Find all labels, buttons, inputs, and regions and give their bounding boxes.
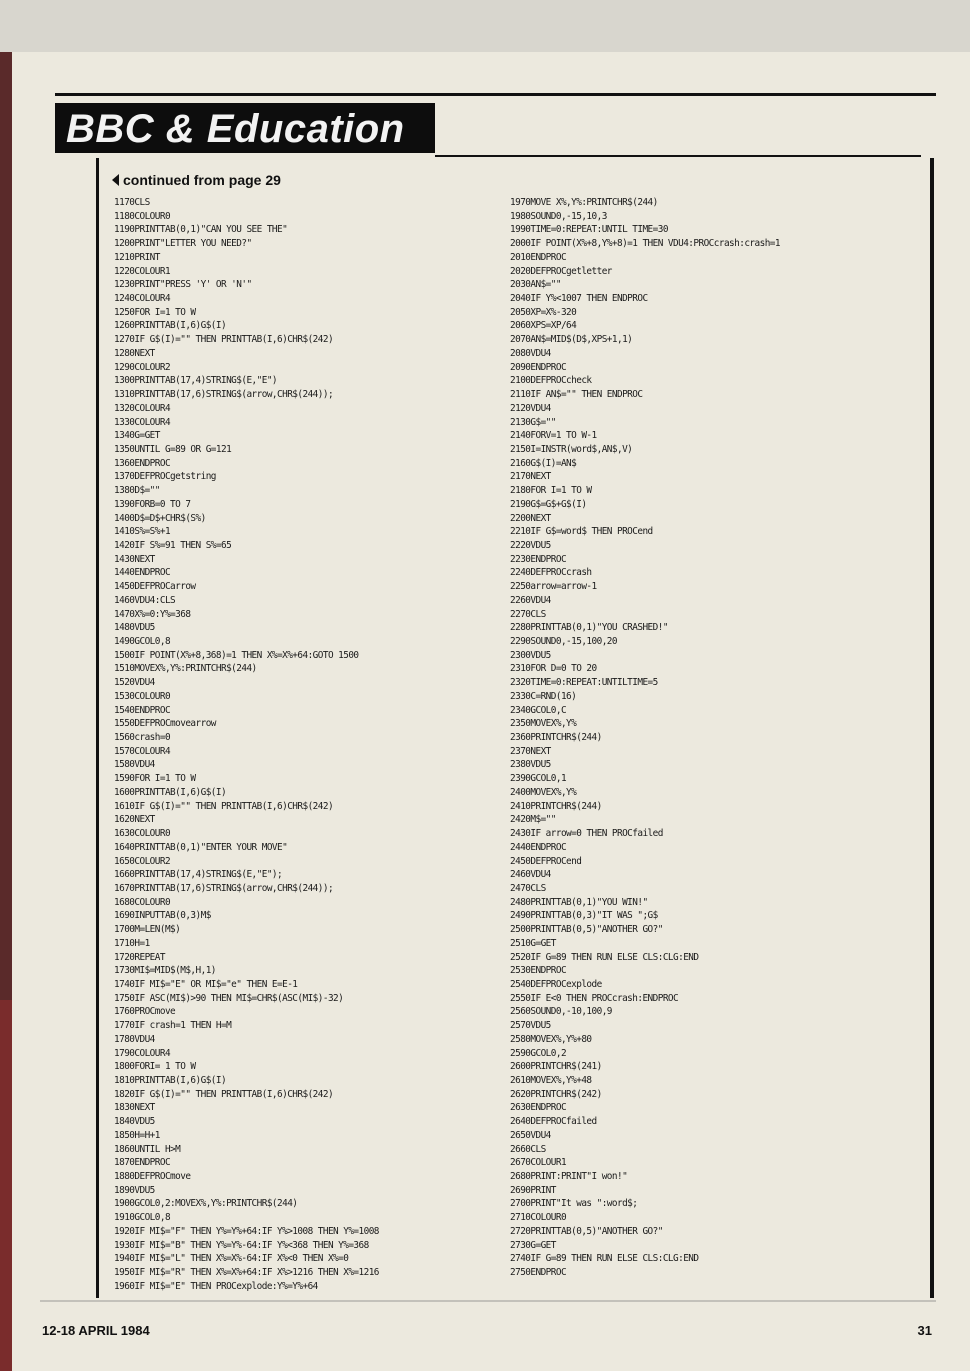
- code-line: 2260VDU4: [510, 594, 551, 607]
- code-line: 2610MOVEX%,Y%+48: [510, 1074, 592, 1087]
- code-line: 2640DEFPROCfailed: [510, 1115, 597, 1128]
- code-line: 2740IF G=89 THEN RUN ELSE CLS:CLG:END: [510, 1253, 699, 1265]
- binding-edge-lower: [0, 1000, 12, 1371]
- continued-text: continued from page 29: [123, 172, 281, 188]
- page-top-margin: [0, 0, 970, 52]
- code-line: 1540ENDPROC: [114, 704, 171, 716]
- code-line: 1730MI$=MID$(M$,H,1): [114, 964, 216, 977]
- header-rule: [55, 93, 936, 96]
- code-line: 1180COLOUR0: [114, 210, 171, 222]
- code-line: 2290SOUND0,-15,100,20: [510, 635, 617, 648]
- code-line: 1670PRINTTAB(17,6)STRING$(arrow,CHR$(244));: [114, 882, 334, 895]
- code-line: 1480VDU5: [114, 621, 155, 634]
- code-line: 1590FOR I=1 TO W: [114, 772, 196, 785]
- code-line: 2460VDU4: [510, 868, 551, 881]
- code-line: 2200NEXT: [510, 512, 551, 524]
- code-line: 1230PRINT"PRESS 'Y' OR 'N'": [114, 279, 252, 291]
- code-line: 2130G$="": [510, 416, 556, 428]
- code-line: 2510G=GET: [510, 937, 556, 950]
- code-line: 2370NEXT: [510, 745, 551, 758]
- code-listing-right: [510, 196, 920, 1280]
- code-line: 1550DEFPROCmovearrow: [114, 718, 216, 730]
- code-line: 2350MOVEX%,Y%: [510, 718, 577, 730]
- code-line: 2250arrow=arrow-1: [510, 580, 597, 593]
- code-line: 1380D$="": [114, 484, 160, 497]
- code-line: 2380VDU5: [510, 759, 551, 771]
- code-line: 1770IF crash=1 THEN H=M: [114, 1019, 232, 1032]
- banner-rule: [435, 155, 921, 157]
- code-line: 1700M=LEN(M$): [114, 923, 181, 936]
- code-line: 2170NEXT: [510, 471, 551, 483]
- code-line: 1820IF G$(I)="" THEN PRINTTAB(I,6)CHR$(242): [114, 1088, 334, 1100]
- code-line: 2540DEFPROCexplode: [510, 978, 602, 991]
- code-line: 2210IF G$=word$ THEN PROCend: [510, 525, 653, 538]
- code-line: 2100DEFPROCcheck: [510, 375, 592, 387]
- footer-date: 12-18 APRIL 1984: [42, 1323, 150, 1338]
- back-arrow-icon: [112, 174, 119, 186]
- code-line: 1620NEXT: [114, 814, 155, 826]
- footer-rule: [40, 1300, 936, 1302]
- code-line: 2580MOVEX%,Y%+80: [510, 1033, 592, 1046]
- code-line: 2450DEFPROCend: [510, 855, 582, 867]
- code-line: 1720REPEAT: [114, 951, 165, 963]
- code-line: 1430NEXT: [114, 553, 155, 565]
- code-line: 1680COLOUR0: [114, 896, 171, 908]
- code-line: 1420IF S%=91 THEN S%=65: [114, 539, 232, 552]
- code-line: 2440ENDPROC: [510, 841, 567, 854]
- code-line: 1810PRINTTAB(I,6)G$(I): [114, 1074, 227, 1087]
- code-line: 1630COLOUR0: [114, 827, 171, 840]
- code-line: 1610IF G$(I)="" THEN PRINTTAB(I,6)CHR$(242): [114, 800, 334, 812]
- code-line: 2000IF POINT(X%+8,Y%+8)=1 THEN VDU4:PROCcrash:crash=1: [510, 237, 780, 250]
- code-line: 1460VDU4:CLS: [114, 594, 176, 607]
- code-line: 1310PRINTTAB(17,6)STRING$(arrow,CHR$(244));: [114, 388, 334, 401]
- code-line: 1510MOVEX%,Y%:PRINTCHR$(244): [114, 663, 257, 675]
- code-line: 1760PROCmove: [114, 1006, 176, 1018]
- section-title: BBC & Education: [66, 107, 405, 151]
- code-line: 1390FORB=0 TO 7: [114, 498, 191, 511]
- code-line: 2470CLS: [510, 882, 546, 895]
- code-line: 1800FORI= 1 TO W: [114, 1060, 196, 1073]
- code-line: 2120VDU4: [510, 402, 551, 415]
- code-line: 2550IF E<0 THEN PROCcrash:ENDPROC: [510, 992, 679, 1004]
- code-line: 1870ENDPROC: [114, 1157, 171, 1169]
- code-line: 2020DEFPROCgetletter: [510, 265, 612, 277]
- code-line: 1440ENDPROC: [114, 567, 171, 579]
- code-line: 1930IF MI$="B" THEN Y%=Y%-64:IF Y%<368 THEN Y%=368: [114, 1239, 369, 1251]
- code-line: 2690PRINT: [510, 1184, 556, 1197]
- code-line: 1270IF G$(I)="" THEN PRINTTAB(I,6)CHR$(242): [114, 333, 334, 346]
- code-line: 2330C=RND(16): [510, 690, 577, 703]
- code-line: 2280PRINTTAB(0,1)"YOU CRASHED!": [510, 621, 668, 634]
- continued-note: [112, 171, 281, 189]
- code-line: 1850H=H+1: [114, 1129, 160, 1142]
- code-line: 1360ENDPROC: [114, 457, 171, 469]
- code-line: 1250FOR I=1 TO W: [114, 306, 196, 319]
- code-line: 1980SOUND0,-15,10,3: [510, 210, 607, 222]
- code-line: 2190G$=G$+G$(I): [510, 498, 587, 511]
- code-line: 2600PRINTCHR$(241): [510, 1060, 602, 1073]
- code-line: 1520VDU4: [114, 676, 155, 689]
- code-line: 2620PRINTCHR$(242): [510, 1088, 602, 1100]
- code-line: 2670COLOUR1: [510, 1157, 567, 1169]
- code-line: 2430IF arrow=0 THEN PROCfailed: [510, 827, 663, 840]
- code-line: 1910GCOL0,8: [114, 1211, 171, 1224]
- code-line: 2220VDU5: [510, 539, 551, 552]
- code-line: 2420M$="": [510, 814, 556, 826]
- left-column-rule: [96, 158, 99, 1298]
- code-line: 1640PRINTTAB(0,1)"ENTER YOUR MOVE": [114, 841, 288, 854]
- code-line: 2340GCOL0,C: [510, 704, 567, 716]
- code-line: 1340G=GET: [114, 429, 160, 442]
- code-line: 1300PRINTTAB(17,4)STRING$(E,"E"): [114, 375, 278, 387]
- code-line: 2110IF AN$="" THEN ENDPROC: [510, 388, 643, 401]
- code-line: 2240DEFPROCcrash: [510, 567, 592, 579]
- code-line: 1500IF POINT(X%+8,368)=1 THEN X%=X%+64:GOTO 1500: [114, 649, 359, 661]
- code-line: 1260PRINTTAB(I,6)G$(I): [114, 320, 227, 332]
- code-line: 2050XP=X%-320: [510, 306, 577, 319]
- code-line: 1490GCOL0,8: [114, 635, 171, 648]
- code-line: 2230ENDPROC: [510, 553, 567, 565]
- code-line: 2530ENDPROC: [510, 964, 567, 977]
- code-line: 2070AN$=MID$(D$,XPS+1,1): [510, 333, 633, 346]
- code-line: 1280NEXT: [114, 347, 155, 360]
- code-line: 2730G=GET: [510, 1239, 556, 1251]
- code-line: 2040IF Y%<1007 THEN ENDPROC: [510, 292, 648, 305]
- code-line: 2060XPS=XP/64: [510, 320, 577, 332]
- code-line: 2090ENDPROC: [510, 361, 567, 373]
- code-line: 1450DEFPROCarrow: [114, 580, 196, 593]
- code-line: 2320TIME=0:REPEAT:UNTILTIME=5: [510, 676, 658, 689]
- code-line: 1740IF MI$="E" OR MI$="e" THEN E=E-1: [114, 978, 298, 991]
- code-line: 2310FOR D=0 TO 20: [510, 663, 597, 675]
- code-line: 1200PRINT"LETTER YOU NEED?": [114, 237, 252, 250]
- code-line: 2400MOVEX%,Y%: [510, 786, 577, 799]
- code-line: 2150I=INSTR(word$,AN$,V): [510, 443, 633, 456]
- code-line: 1950IF MI$="R" THEN X%=X%+64:IF X%>1216 THEN X%=1216: [114, 1266, 379, 1279]
- code-line: 1220COLOUR1: [114, 265, 171, 277]
- code-line: 1570COLOUR4: [114, 745, 171, 758]
- code-line: 2180FOR I=1 TO W: [510, 484, 592, 497]
- code-line: 1970MOVE X%,Y%:PRINTCHR$(244): [510, 196, 658, 209]
- code-line: 1350UNTIL G=89 OR G=121: [114, 443, 232, 456]
- code-line: 1170CLS: [114, 196, 150, 209]
- code-line: 2390GCOL0,1: [510, 772, 567, 785]
- code-line: 1780VDU4: [114, 1033, 155, 1046]
- code-line: 2360PRINTCHR$(244): [510, 731, 602, 744]
- code-line: 2140FORV=1 TO W-1: [510, 429, 597, 442]
- code-line: 1650COLOUR2: [114, 855, 171, 867]
- code-line: 1580VDU4: [114, 759, 155, 771]
- code-line: 1470X%=0:Y%=368: [114, 608, 191, 620]
- code-line: 1210PRINT: [114, 251, 160, 264]
- code-line: 1660PRINTTAB(17,4)STRING$(E,"E");: [114, 868, 283, 881]
- code-line: 2710COLOUR0: [510, 1211, 567, 1224]
- code-line: 2630ENDPROC: [510, 1102, 567, 1114]
- code-line: 2270CLS: [510, 608, 546, 620]
- code-line: 1860UNTIL H>M: [114, 1143, 181, 1155]
- code-line: 2750ENDPROC: [510, 1266, 567, 1279]
- code-line: 2410PRINTCHR$(244): [510, 800, 602, 812]
- code-line: 2520IF G=89 THEN RUN ELSE CLS:CLG:END: [510, 951, 699, 963]
- code-line: 1330COLOUR4: [114, 416, 171, 428]
- code-line: 1750IF ASC(MI$)>90 THEN MI$=CHR$(ASC(MI$)-32): [114, 992, 344, 1004]
- code-line: 2700PRINT"It was ":word$;: [510, 1198, 638, 1210]
- code-listing-left: [114, 196, 494, 1294]
- code-line: 1900GCOL0,2:MOVEX%,Y%:PRINTCHR$(244): [114, 1198, 298, 1210]
- code-line: 1990TIME=0:REPEAT:UNTIL TIME=30: [510, 224, 668, 236]
- code-line: 1880DEFPROCmove: [114, 1170, 191, 1183]
- code-line: 1240COLOUR4: [114, 292, 171, 305]
- code-line: 1320COLOUR4: [114, 402, 171, 415]
- code-line: 2650VDU4: [510, 1129, 551, 1142]
- code-line: 1560crash=0: [114, 731, 171, 744]
- code-line: 2570VDU5: [510, 1019, 551, 1032]
- code-line: 1830NEXT: [114, 1102, 155, 1114]
- code-line: 2660CLS: [510, 1143, 546, 1155]
- code-line: 2160G$(I)=AN$: [510, 457, 577, 469]
- code-line: 1290COLOUR2: [114, 361, 171, 373]
- code-line: 1190PRINTTAB(0,1)"CAN YOU SEE THE": [114, 224, 288, 236]
- code-line: 2480PRINTTAB(0,1)"YOU WIN!": [510, 896, 648, 908]
- code-line: 1370DEFPROCgetstring: [114, 471, 216, 483]
- code-line: 2720PRINTTAB(0,5)"ANOTHER GO?": [510, 1225, 663, 1238]
- code-line: 1690INPUTTAB(0,3)M$: [114, 910, 211, 922]
- code-line: 1410S%=S%+1: [114, 525, 171, 538]
- right-column-rule: [930, 158, 934, 1298]
- code-line: 2300VDU5: [510, 649, 551, 661]
- code-line: 2590GCOL0,2: [510, 1047, 567, 1059]
- code-line: 1400D$=D$+CHR$(S%): [114, 512, 206, 524]
- code-line: 2560SOUND0,-10,100,9: [510, 1006, 612, 1018]
- code-line: 2500PRINTTAB(0,5)"ANOTHER GO?": [510, 923, 663, 936]
- code-line: 1920IF MI$="F" THEN Y%=Y%+64:IF Y%>1008 THEN Y%=1008: [114, 1225, 379, 1238]
- code-line: 2680PRINT:PRINT"I won!": [510, 1170, 628, 1183]
- page-number: 31: [917, 1323, 932, 1338]
- code-line: 1890VDU5: [114, 1184, 155, 1197]
- code-line: 2010ENDPROC: [510, 251, 567, 264]
- code-line: 1790COLOUR4: [114, 1047, 171, 1059]
- code-line: 1940IF MI$="L" THEN X%=X%-64:IF X%<0 THEN X%=0: [114, 1253, 349, 1265]
- code-line: 2030AN$="": [510, 279, 561, 291]
- code-line: 2490PRINTTAB(0,3)"IT WAS ";G$: [510, 910, 658, 922]
- code-line: 1600PRINTTAB(I,6)G$(I): [114, 786, 227, 799]
- code-line: 1710H=1: [114, 937, 150, 950]
- code-line: 2080VDU4: [510, 347, 551, 360]
- code-line: 1530COLOUR0: [114, 690, 171, 703]
- code-line: 1840VDU5: [114, 1115, 155, 1128]
- code-line: 1960IF MI$="E" THEN PROCexplode:Y%=Y%+64: [114, 1280, 318, 1293]
